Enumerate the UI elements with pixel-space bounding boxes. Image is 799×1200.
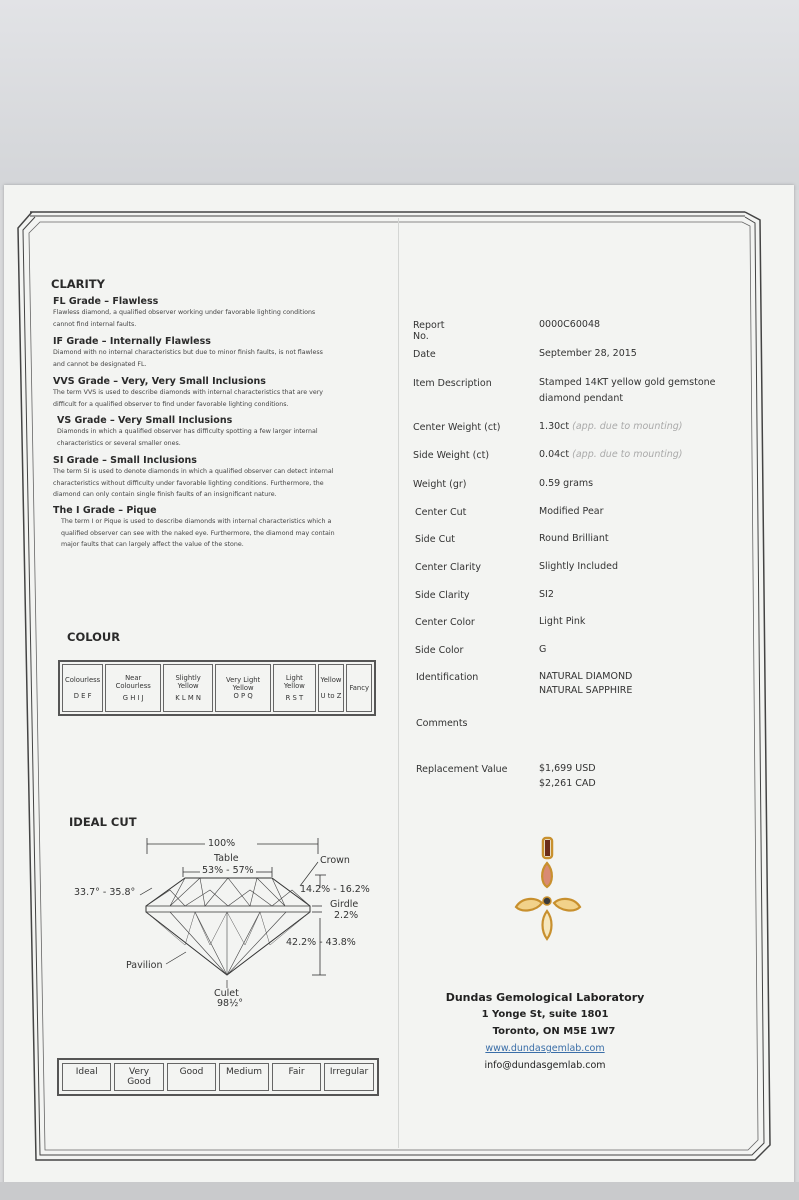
row-label: Replacement Value — [416, 764, 508, 775]
row-note: (app. due to mounting) — [572, 449, 683, 460]
colour-cell-colourless — [62, 664, 103, 712]
row-label: Center Clarity — [415, 562, 481, 573]
row-label: Comments — [416, 718, 468, 729]
colour-letters: G H I J — [122, 694, 144, 702]
row-label: Date — [413, 349, 436, 360]
colour-cell-very-light-yellow — [215, 664, 271, 712]
grade-desc-line: cannot find internal faults. — [53, 320, 137, 328]
colour-heading: COLOUR — [67, 630, 121, 644]
row-value: Light Pink — [539, 616, 586, 627]
row-label: Identification — [416, 672, 479, 683]
cut-pavilion-depth: 42.2% - 43.8% — [286, 937, 356, 948]
grade-desc-line: major faults that can largely affect the value of the stone. — [61, 541, 244, 548]
grade-si — [53, 455, 381, 505]
row-value: SI2 — [539, 589, 554, 600]
lab-website-link[interactable]: www.dundasgemlab.com — [485, 1043, 605, 1054]
cut-culet-value: 98½° — [217, 998, 244, 1009]
grade-title: SI Grade – Small Inclusions — [53, 455, 197, 466]
row-value: Slightly Included — [539, 561, 618, 572]
colour-cell-slightly-yellow — [163, 664, 213, 712]
cut-width-label: 100% — [208, 838, 236, 849]
cut-girdle-value: 2.2% — [334, 910, 359, 921]
colour-letters: K L M N — [175, 694, 201, 702]
cut-culet-label: Culet — [214, 988, 239, 999]
colour-letters: U to Z — [320, 692, 342, 700]
lab-info — [430, 989, 660, 1074]
cut-grade-very-good: Very Good — [114, 1063, 163, 1091]
colour-cell-fancy — [346, 664, 372, 712]
row-value: 1.30ct — [539, 421, 570, 432]
grade-desc-line: Flawless diamond, a qualified observer working under favorable lighting conditions — [53, 309, 316, 316]
row-label: Side Weight (ct) — [413, 450, 490, 461]
row-label: Weight (gr) — [413, 479, 467, 490]
grade-desc-line: The term SI is used to denote diamonds in which a qualified observer can detect internal — [53, 468, 334, 475]
lab-email: info@dundasgemlab.com — [484, 1060, 606, 1071]
cut-crown-label: Crown — [320, 855, 350, 866]
row-label: Side Clarity — [415, 590, 470, 601]
grade-desc-line: diamond can only contain single finish faults of an insignificant nature. — [53, 491, 277, 498]
grade-fl — [53, 296, 381, 336]
grade-desc-line: Diamonds in which a qualified observer has difficulty spotting a few larger internal — [57, 428, 318, 435]
grade-desc-line: characteristics or several smaller ones. — [57, 439, 181, 447]
row-value: Modified Pear — [539, 506, 604, 517]
pendant-photo — [510, 835, 590, 945]
cut-grade-ideal: Ideal — [62, 1063, 111, 1091]
row-value: 0.04ct — [539, 449, 570, 460]
lab-address-line2: Toronto, ON M5E 1W7 — [492, 1026, 616, 1037]
colour-label: Fancy — [349, 684, 369, 692]
row-label: Item Description — [413, 378, 492, 389]
grade-desc-line: The term VVS is used to describe diamonds with internal characteristics that are very — [53, 389, 324, 396]
colour-cell-near-colourless — [105, 664, 161, 712]
row-value-line2: diamond pendant — [539, 393, 624, 404]
colour-label: Light Yellow — [283, 674, 305, 690]
grade-if — [53, 336, 381, 376]
row-label: Report No. — [413, 320, 445, 342]
row-value-line2: $2,261 CAD — [539, 778, 596, 789]
paper-fold-line — [398, 218, 399, 1148]
row-label: Center Cut — [415, 507, 467, 518]
cut-grade-table — [57, 1058, 379, 1096]
row-value: G — [539, 644, 547, 655]
cut-crown-angle: 33.7° - 35.8° — [74, 887, 136, 898]
cut-table-range: 53% - 57% — [202, 865, 254, 876]
colour-label: Yellow — [320, 676, 342, 684]
grade-desc-line: difficult for a qualified observer to find under favorable lighting conditions. — [53, 400, 289, 408]
row-label: Center Color — [415, 617, 475, 628]
cut-girdle-label: Girdle — [330, 899, 359, 910]
row-value: 0.59 grams — [539, 478, 594, 489]
cut-pavilion-label: Pavilion — [126, 960, 163, 971]
lab-address-line1: 1 Yonge St, suite 1801 — [481, 1009, 609, 1020]
colour-scale-table — [58, 660, 376, 716]
row-value: 0000C60048 — [539, 319, 601, 330]
grade-title: VS Grade – Very Small Inclusions — [57, 415, 233, 426]
row-label: Center Weight (ct) — [413, 422, 501, 433]
cut-grade-medium: Medium — [219, 1063, 269, 1091]
row-label: Side Cut — [415, 534, 455, 545]
ideal-cut-heading: IDEAL CUT — [69, 815, 137, 829]
grade-title: VVS Grade – Very, Very Small Inclusions — [53, 376, 266, 387]
lab-name: Dundas Gemological Laboratory — [445, 991, 645, 1004]
grade-i — [53, 505, 381, 551]
colour-label: Colourless — [65, 676, 101, 684]
colour-label: Near Colourless — [115, 674, 151, 690]
grade-desc-line: characteristics without difficulty under favorable lighting conditions. Furthermore, the — [53, 479, 324, 487]
row-value: Stamped 14KT yellow gold gemstone — [539, 377, 716, 388]
row-value: NATURAL DIAMOND — [539, 671, 633, 682]
grade-desc-line: The term I or Pique is used to describe diamonds with internal characteristics which a — [61, 518, 332, 525]
grade-desc-line: Diamond with no internal characteristics but due to minor finish faults, is not flawless — [53, 349, 323, 356]
row-label: Side Color — [415, 645, 464, 656]
grade-desc-line: and cannot be designated FL. — [53, 360, 147, 368]
cut-crown-height: 14.2% - 16.2% — [300, 884, 370, 895]
colour-label: Slightly Yellow — [175, 674, 201, 690]
row-value: September 28, 2015 — [539, 348, 637, 359]
cut-grade-fair: Fair — [272, 1063, 321, 1091]
row-value: Round Brilliant — [539, 533, 609, 544]
cut-table-label: Table — [214, 853, 239, 864]
clarity-grades — [53, 296, 381, 551]
grade-title: The I Grade – Pique — [53, 505, 157, 516]
clarity-heading: CLARITY — [51, 277, 105, 291]
colour-letters: D E F — [73, 692, 92, 700]
colour-cell-yellow — [318, 664, 345, 712]
colour-letters: O P Q — [233, 692, 253, 700]
colour-label: Very Light Yellow — [225, 676, 261, 692]
grade-title: IF Grade – Internally Flawless — [53, 336, 211, 347]
colour-letters: R S T — [285, 694, 304, 702]
row-value: $1,699 USD — [539, 763, 596, 774]
colour-cell-light-yellow — [273, 664, 315, 712]
grade-title: FL Grade – Flawless — [53, 296, 159, 307]
grade-vs — [53, 415, 381, 455]
grade-vvs — [53, 376, 381, 415]
cut-grade-irregular: Irregular — [324, 1063, 374, 1091]
row-value-line2: NATURAL SAPPHIRE — [539, 685, 633, 696]
grade-desc-line: qualified observer can see with the naked eye. Furthermore, the diamond may contain — [61, 529, 335, 537]
cut-grade-good: Good — [167, 1063, 216, 1091]
row-note: (app. due to mounting) — [572, 421, 683, 432]
